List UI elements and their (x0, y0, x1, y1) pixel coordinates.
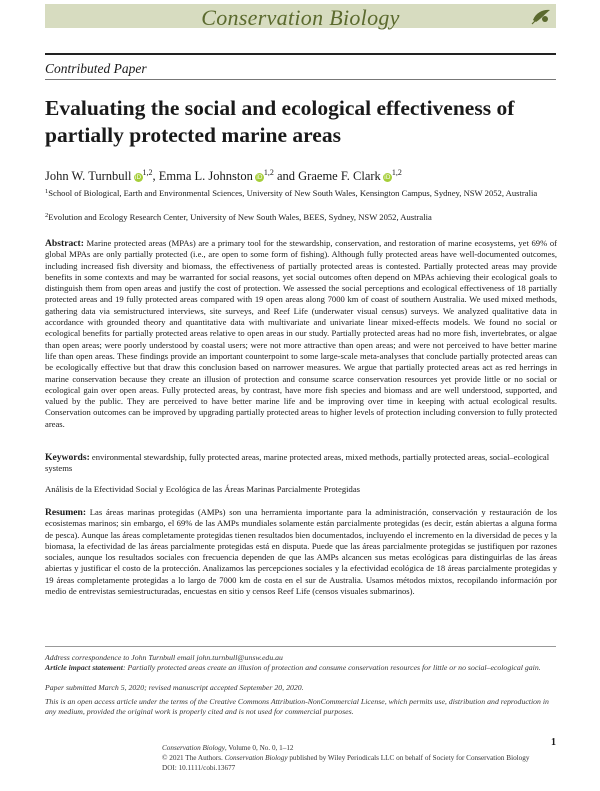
copyright-pre: © 2021 The Authors. (162, 754, 225, 762)
author-affil-sup: 1,2 (391, 168, 402, 177)
abstract (45, 238, 557, 430)
abstract-label: Abstract: (45, 238, 84, 249)
affiliation-text: Evolution and Ecology Research Center, University of New South Wales, BEES, Sydney, NSW 2052, Australia (48, 212, 432, 222)
affiliation (45, 186, 557, 200)
header-rule (45, 53, 556, 55)
copyright-journal: Conservation Biology (224, 754, 288, 762)
license-note: This is an open access article under the terms of the Creative Commons Attribution-NonCommercial License, which permits use, distribution and reproduction in any medium, provided the original work is properly cited and is not used for commercial purposes. (45, 697, 549, 716)
resumen (45, 507, 557, 597)
footnote-rule (45, 646, 556, 647)
author-separator: and (273, 169, 299, 183)
citation-journal: Conservation Biology (162, 744, 225, 752)
submission-dates: Paper submitted March 5, 2020; revised manuscript accepted September 20, 2020. (45, 683, 304, 692)
copyright-post: published by Wiley Periodicals LLC on behalf of Society for Conservation Biology (287, 754, 530, 762)
author-name: Graeme F. Clark (298, 169, 381, 183)
citation-line (162, 744, 294, 753)
impact-label: Article impact statement (45, 663, 123, 672)
doi[interactable]: DOI: 10.1111/cobi.13677 (162, 764, 236, 772)
resumen-text: Las áreas marinas protegidas (AMPs) son una herramienta importante para la administración, conservación y restauración de los ecosistemas marinos; sin embargo, el 69% de las AMPs mundiales solamente están parcialmente protegidas (es decir, están abiertas a alguna forma de pesca). Aunque las áreas completamente protegidas tienen resultados bien documentados, incluyendo el incremento en la diversidad de peces y la biomasa, la efectividad de las áreas parcialmente protegidas está en disputa. Puede que las áreas parcialmente protegidas se justifiquen por razones sociales, aunque los resultados sociales con frecuencia dependen de que las AMPs alcancen sus metas ecológicas para distinguirlas de las áreas abiertas y justificar el costo de la protección. Analizamos las percepciones sociales y la efectividad ecológica de 18 áreas parcialmente protegidas y 19 áreas completamente protegidas a lo largo de 7000 km de costa en el sur de Australia. Usamos métodos mixtos, recopilando información por medio de entrevistas semiestructuradas, encuestas en sitio y censos Reef Life (censos visuales submarinos). (45, 507, 557, 597)
page-number: 1 (551, 737, 556, 748)
journal-logo-icon (530, 6, 552, 26)
orcid-icon[interactable]: iD (384, 174, 391, 181)
paper-title: Evaluating the social and ecological effectiveness of partially protected marine areas (45, 96, 515, 147)
spanish-title: Análisis de la Efectividad Social y Ecológica de las Áreas Marinas Parcialmente Protegidas (45, 484, 361, 494)
correspondence-note: Address correspondence to John Turnbull email john.turnbull@unsw.edu.au (45, 653, 283, 662)
citation-rest: , Volume 0, No. 0, 1–12 (224, 744, 294, 752)
author-name: John W. Turnbull (45, 169, 132, 183)
author-name: Emma L. Johnston (158, 169, 253, 183)
author-affil-sup: 1,2 (263, 168, 274, 177)
affiliation-num: 1 (45, 188, 49, 195)
author-affil-sup: 1,2 (142, 168, 153, 177)
keywords-text: environmental stewardship, fully protected areas, marine protected areas, mixed methods, partially protected areas, social–ecological systems (45, 452, 550, 474)
keywords (45, 452, 557, 475)
journal-banner (45, 4, 556, 28)
copyright-line (162, 754, 529, 763)
affiliation-num: 2 (45, 212, 49, 219)
author-separator: , (152, 169, 159, 183)
keywords-label: Keywords: (45, 452, 90, 463)
orcid-icon[interactable]: iD (256, 174, 263, 181)
affiliation-text: School of Biological, Earth and Environmental Sciences, University of New South Wales, Kensington Campus, Sydney, NSW 2052, Australia (48, 188, 538, 198)
abstract-text: Marine protected areas (MPAs) are a primary tool for the stewardship, conservation, and restoration of marine ecosystems, yet 69% of global MPAs are only partially protected (i.e., are open to some form of fishing). Although fully protected areas have well-documented outcomes, including increased fish diversity and biomass, the effectiveness of partially protected areas is contested. Partially protected areas may provide benefits in some contexts and may be warranted for social reasons, yet social outcomes often depend on MPAs achieving their ecological goals to distinguish them from open areas and justify the cost of protection. We assessed the social perceptions and ecological effectiveness of 18 partially protected areas and 19 fully protected areas compared with 19 open areas along 7000 km of coast of southern Australia. We used mixed methods, gathering data via semistructured interviews, site surveys, and Reef Life (underwater visual census) surveys. We analyzed qualitative data in accordance with grounded theory and quantitative data with multivariate and univariate linear mixed-effects models. We found no social or ecological benefits for partially protected areas relative to open areas in our study. Partially protected areas had no more fish, invertebrates, or algae than open areas; were poorly understood by coastal users; were not more attractive than open areas; and were not perceived to have better marine life than open areas. These findings provide an important counterpoint to some large-scale meta-analyses that conclude partially protected areas can be ecologically effective but that draw this conclusion based on narrower measures. We argue that partially protected areas act as red herrings in marine conservation because they create an illusion of protection and consume scarce conservation resources yet provide little or no social or ecological gain over open areas. Fully protected areas, by contrast, have more fish species and biomass and are well understood, supported, and valued by the public. They are perceived to have better marine life and be improving over time in keeping with actual ecological results. Conservation outcomes can be improved by upgrading partially protected areas to higher levels of protection including conversion to fully protected areas. (45, 238, 557, 429)
journal-name: Conservation Biology (201, 5, 400, 30)
section-rule (45, 79, 556, 80)
impact-statement (45, 663, 557, 673)
article-type: Contributed Paper (45, 61, 147, 76)
impact-text: : Partially protected areas create an illusion of protection and consume conservation resources for little or no social–ecological gain. (122, 663, 541, 672)
author-list (45, 168, 402, 184)
resumen-label: Resumen: (45, 507, 87, 518)
orcid-icon[interactable]: iD (134, 174, 142, 181)
affiliation (45, 210, 557, 224)
